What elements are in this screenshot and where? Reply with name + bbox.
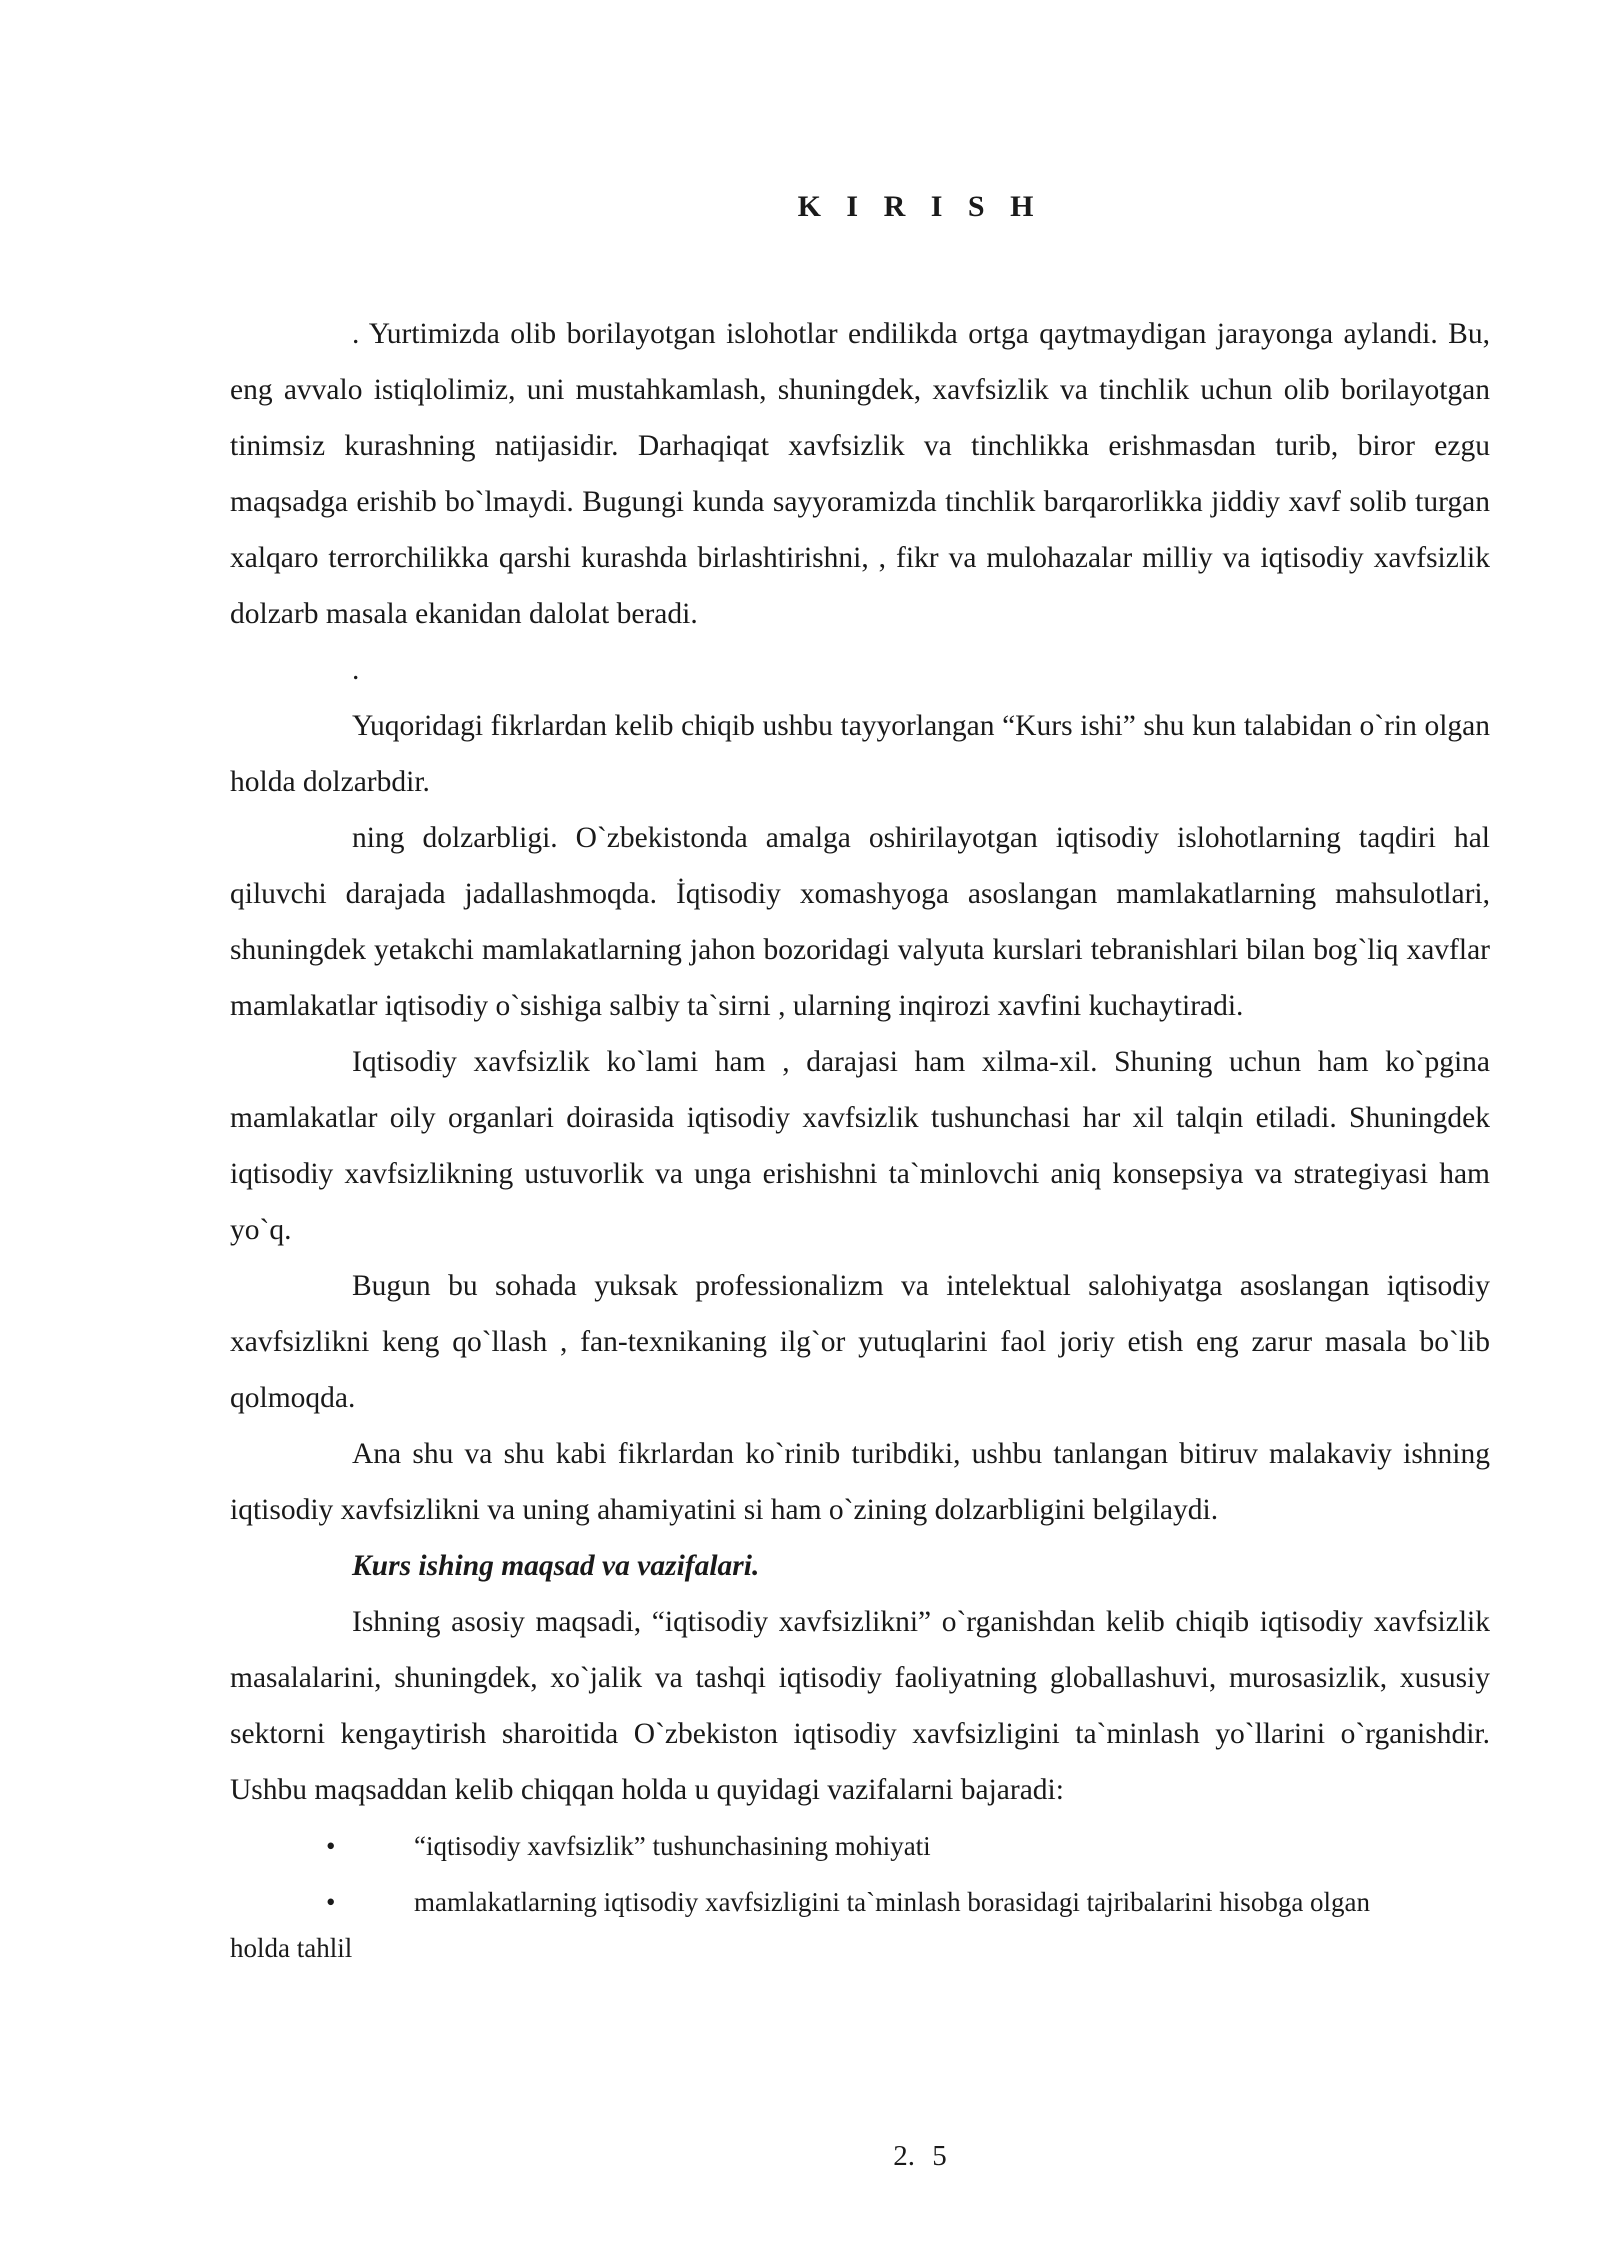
- section-heading: Kurs ishing maqsad va vazifalari.: [352, 1550, 760, 1582]
- bullet-icon: •: [326, 1887, 336, 1917]
- paragraph-goal: Ishning asosiy maqsadi, “iqtisodiy xavfsizlikni” o`rganishdan kelib chiqib iqtisodiy xavfsizlik masalalarini, shuningdek, xo`jalik va tashqi iqtisodiy faoliyatning globallashuvi, murosasizlik, xususiy sektorni kengaytirish sharoitida O`zbekiston iqtisodiy xavfsizligini ta`minlash yo`llarini o`rganishdir. Ushbu maqsaddan kelib chiqqan holda u quyidagi vazifalarni bajaradi:: [230, 1606, 1490, 1806]
- paragraph-intro: . Yurtimizda olib borilayotgan islohotlar endilikda ortga qaytmaydigan jarayonga aylandi. Bu, eng avvalo istiqlolimiz, uni mustahkamlash, shuningdek, xavfsizlik va tinchlik uchun olib borilayotgan tinimsiz kurashning natijasidir. Darhaqiqat xavfsizlik va tinchlikka erishmasdan turib, biror ezgu maqsadga erishib bo`lmaydi. Bugungi kunda sayyoramizda tinchlik barqarorlikka jiddiy xavf solib turgan xalqaro terrorchilikka qarshi kurashda birlashtirishni, , fikr va mulohazalar milliy va iqtisodiy xavfsizlik dolzarb masala ekanidan dalolat beradi.: [230, 318, 1490, 630]
- list-item-continuation: holda tahlil: [230, 1933, 353, 1963]
- paragraph-today: Bugun bu sohada yuksak professionalizm va intelektual salohiyatga asoslangan iqtisodiy xavfsizlikni keng qo`llash , fan-texnikaning ilg`or yutuqlarini faol joriy etish eng zarur masala bo`lib qolmoqda.: [230, 1270, 1490, 1414]
- list-item: [230, 1818, 1490, 1874]
- page-title: K I R I S H: [797, 190, 1043, 223]
- task-list: [230, 1818, 1490, 1970]
- document-body: [230, 306, 1490, 1970]
- list-item-text: “iqtisodiy xavfsizlik” tushunchasining mohiyati: [414, 1831, 931, 1861]
- paragraph-topicality: ning dolzarbligi. O`zbekistonda amalga oshirilayotgan iqtisodiy islohotlarning taqdiri hal qiluvchi darajada jadallashmoqda. İqtisodiy xomashyoga asoslangan mamlakatlarning mahsulotlari, shuningdek yetakchi mamlakatlarning jahon bozoridagi valyuta kurslari tebranishlari bilan bog`liq xavflar mamlakatlar iqtisodiy o`sishiga salbiy ta`sirni , ularning inqirozi xavfini kuchaytiradi.: [230, 822, 1490, 1022]
- paragraph-dot: .: [352, 654, 360, 686]
- page-number: 2. 5: [893, 2140, 947, 2172]
- bullet-icon: •: [326, 1831, 336, 1861]
- paragraph-relevance: Yuqoridagi fikrlardan kelib chiqib ushbu tayyorlangan “Kurs ishi” shu kun talabidan o`rin olgan holda dolzarbdir.: [230, 710, 1490, 798]
- paragraph-scope: Iqtisodiy xavfsizlik ko`lami ham , darajasi ham xilma-xil. Shuning uchun ham ko`pgina mamlakatlar oily organlari doirasida iqtisodiy xavfsizlik tushunchasi har xil talqin etiladi. Shuningdek iqtisodiy xavfsizlikning ustuvorlik va unga erishishni ta`minlovchi aniq konsepsiya va strategiyasi ham yo`q.: [230, 1046, 1490, 1246]
- paragraph-conclusion: Ana shu va shu kabi fikrlardan ko`rinib turibdiki, ushbu tanlangan bitiruv malakaviy ishning iqtisodiy xavfsizlikni va uning ahamiyatini si ham o`zining dolzarbligini belgilaydi.: [230, 1438, 1490, 1526]
- list-item: [230, 1874, 1490, 1930]
- list-item-text: mamlakatlarning iqtisodiy xavfsizligini ta`minlash borasidagi tajribalarini hisobga olgan: [414, 1887, 1371, 1917]
